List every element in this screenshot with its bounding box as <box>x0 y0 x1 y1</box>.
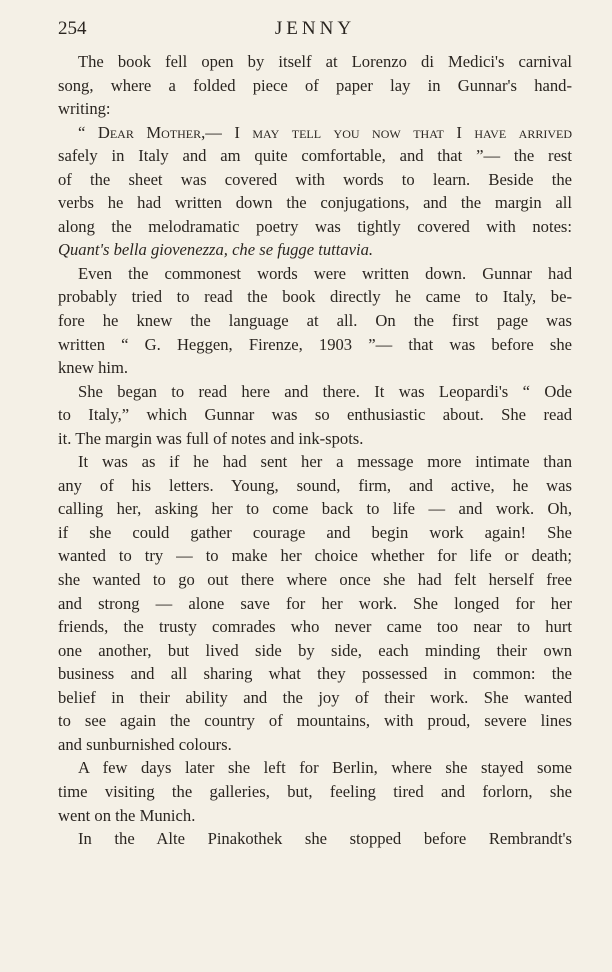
text-line: safely in Italy and am quite comfortable, and that ”— the rest <box>58 146 572 166</box>
text-line: along the melodramatic poetry was tightly covered with notes: <box>58 216 572 236</box>
paragraph <box>58 380 572 451</box>
body-text <box>58 50 572 851</box>
text-line: song, where a folded piece of paper lay in Gunnar's hand- <box>58 75 572 95</box>
text-line: In the Alte Pinakothek she stopped before Rembrandt's <box>78 829 572 849</box>
text-line: if she could gather courage and begin work again! She <box>58 522 572 542</box>
text-line: Even the commonest words were written down. Gunnar had <box>78 263 572 283</box>
text-line: A few days later she left for Berlin, where she stayed some <box>78 758 572 778</box>
text-line: any of his letters. Young, sound, firm, and active, he was <box>58 475 572 495</box>
text-line: probably tried to read the book directly he came to Italy, be- <box>58 287 572 307</box>
text-line: time visiting the galleries, but, feeling tired and forlorn, she <box>58 781 572 801</box>
text-line: to Italy,” which Gunnar was so enthusiastic about. She read <box>58 405 572 425</box>
text-line: The book fell open by itself at Lorenzo di Medici's carnival <box>78 52 572 71</box>
text-line: fore he knew the language at all. On the first page was <box>58 311 572 331</box>
text-line: belief in their ability and the joy of their work. She wanted <box>58 687 572 707</box>
paragraph <box>58 50 572 121</box>
text-line: She began to read here and there. It was Leopardi's “ Ode <box>78 381 572 401</box>
text-line: writing: <box>58 99 111 119</box>
text-line: and sunburnished colours. <box>58 734 232 754</box>
text-line: It was as if he had sent her a message more intimate than <box>78 452 572 472</box>
text-line: of the sheet was covered with words to learn. Beside the <box>58 169 572 189</box>
text-line: and strong — alone save for her work. She longed for her <box>58 593 572 613</box>
paragraph <box>58 262 572 380</box>
text-line: to see again the country of mountains, with proud, severe lines <box>58 711 572 731</box>
text-line: business and all sharing what they possessed in common: the <box>58 664 572 684</box>
italic-quote-line: Quant's bella giovenezza, che se fugge tuttavia. <box>58 240 374 260</box>
paragraph <box>58 756 572 827</box>
paragraph <box>58 450 572 756</box>
text-line: calling her, asking her to come back to life — and work. Oh, <box>58 499 572 519</box>
text-line: “ Dear Mother,— I may tell you now that I have arrived <box>78 122 572 142</box>
paragraph <box>58 121 572 262</box>
paragraph <box>58 827 572 851</box>
text-line: went on the Munich. <box>58 805 196 825</box>
text-line: friends, the trusty comrades who never came too near to hurt <box>58 617 572 637</box>
text-line: it. The margin was full of notes and ink-spots. <box>58 428 364 448</box>
text-line: wanted to try — to make her choice whether for life or death; <box>58 546 572 566</box>
text-line: one another, but lived side by side, each minding their own <box>58 640 572 660</box>
running-head: JENNY <box>274 18 356 39</box>
text-line: written “ G. Heggen, Firenze, 1903 ”— that was before she <box>58 334 572 354</box>
page-number: 254 <box>58 18 87 39</box>
page-header <box>58 14 572 44</box>
text-line: knew him. <box>58 358 129 378</box>
text-line: she wanted to go out there where once she had felt herself free <box>58 570 572 590</box>
text-line: verbs he had written down the conjugations, and the margin all <box>58 193 572 213</box>
